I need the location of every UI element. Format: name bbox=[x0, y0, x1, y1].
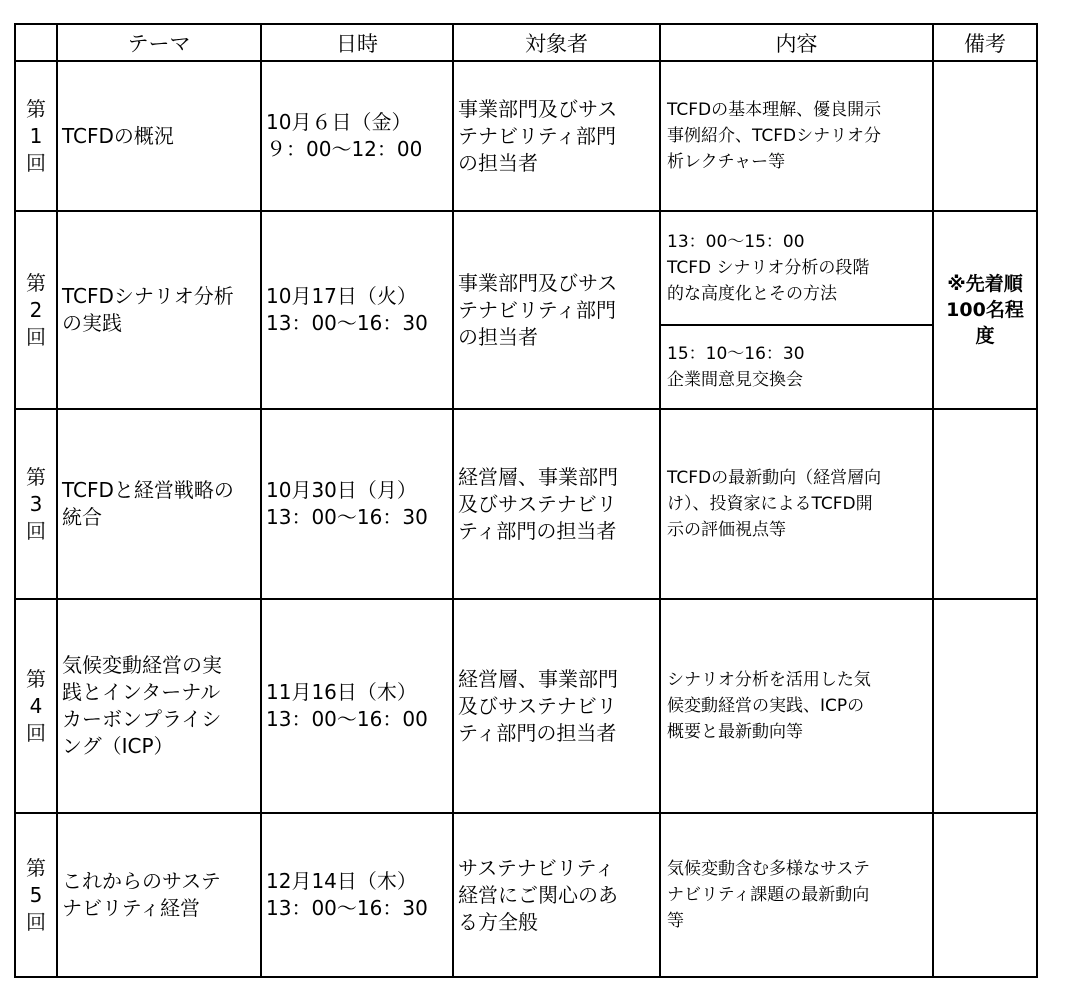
header-theme: テーマ bbox=[57, 24, 261, 61]
session-remarks bbox=[933, 409, 1037, 599]
session-datetime: 10月６日（金） ９：00～12：00 bbox=[261, 61, 453, 211]
header-row bbox=[15, 24, 1037, 61]
session-theme: 気候変動経営の実 践とインターナル カーボンプライシ ング（ICP） bbox=[57, 599, 261, 813]
session-audience: 事業部門及びサス テナビリティ部門 の担当者 bbox=[453, 211, 660, 409]
header-audience: 対象者 bbox=[453, 24, 660, 61]
session-content: シナリオ分析を活用した気 候変動経営の実践、ICPの 概要と最新動向等 bbox=[660, 599, 933, 813]
session-remarks bbox=[933, 599, 1037, 813]
session-number: 第 2 回 bbox=[15, 211, 57, 409]
session-number: 第 5 回 bbox=[15, 813, 57, 977]
session-theme: TCFDの概況 bbox=[57, 61, 261, 211]
session-datetime: 11月16日（木） 13：00～16：00 bbox=[261, 599, 453, 813]
session-datetime: 10月30日（月） 13：00～16：30 bbox=[261, 409, 453, 599]
session-content: 気候変動含む多様なサステ ナビリティ課題の最新動向 等 bbox=[660, 813, 933, 977]
header-content: 内容 bbox=[660, 24, 933, 61]
session-datetime: 12月14日（木） 13：00～16：30 bbox=[261, 813, 453, 977]
header-remarks: 備考 bbox=[933, 24, 1037, 61]
session-row-3 bbox=[15, 409, 1037, 599]
session-audience: 事業部門及びサス テナビリティ部門 の担当者 bbox=[453, 61, 660, 211]
session-content-part-2: 15：10～16：30 企業間意見交換会 bbox=[660, 325, 933, 409]
session-audience: サステナビリティ 経営にご関心のあ る方全般 bbox=[453, 813, 660, 977]
session-audience: 経営層、事業部門 及びサステナビリ ティ部門の担当者 bbox=[453, 599, 660, 813]
session-row-1 bbox=[15, 61, 1037, 211]
seminar-schedule-table bbox=[14, 23, 1038, 978]
session-audience: 経営層、事業部門 及びサステナビリ ティ部門の担当者 bbox=[453, 409, 660, 599]
session-remarks: ※先着順 100名程 度 bbox=[933, 211, 1037, 409]
session-theme: これからのサステ ナビリティ経営 bbox=[57, 813, 261, 977]
session-theme: TCFDシナリオ分析 の実践 bbox=[57, 211, 261, 409]
session-number: 第 4 回 bbox=[15, 599, 57, 813]
session-remarks bbox=[933, 61, 1037, 211]
session-number: 第 1 回 bbox=[15, 61, 57, 211]
session-row-5 bbox=[15, 813, 1037, 977]
session-row-2 bbox=[15, 211, 1037, 325]
session-theme: TCFDと経営戦略の 統合 bbox=[57, 409, 261, 599]
session-content: TCFDの基本理解、優良開示 事例紹介、TCFDシナリオ分 析レクチャー等 bbox=[660, 61, 933, 211]
session-datetime: 10月17日（火） 13：00～16：30 bbox=[261, 211, 453, 409]
header-datetime: 日時 bbox=[261, 24, 453, 61]
session-remarks bbox=[933, 813, 1037, 977]
session-row-4 bbox=[15, 599, 1037, 813]
header-num bbox=[15, 24, 57, 61]
session-content: TCFDの最新動向（経営層向 け）、投資家によるTCFD開 示の評価視点等 bbox=[660, 409, 933, 599]
session-number: 第 3 回 bbox=[15, 409, 57, 599]
session-content-part-1: 13：00～15：00 TCFD シナリオ分析の段階 的な高度化とその方法 bbox=[660, 211, 933, 325]
